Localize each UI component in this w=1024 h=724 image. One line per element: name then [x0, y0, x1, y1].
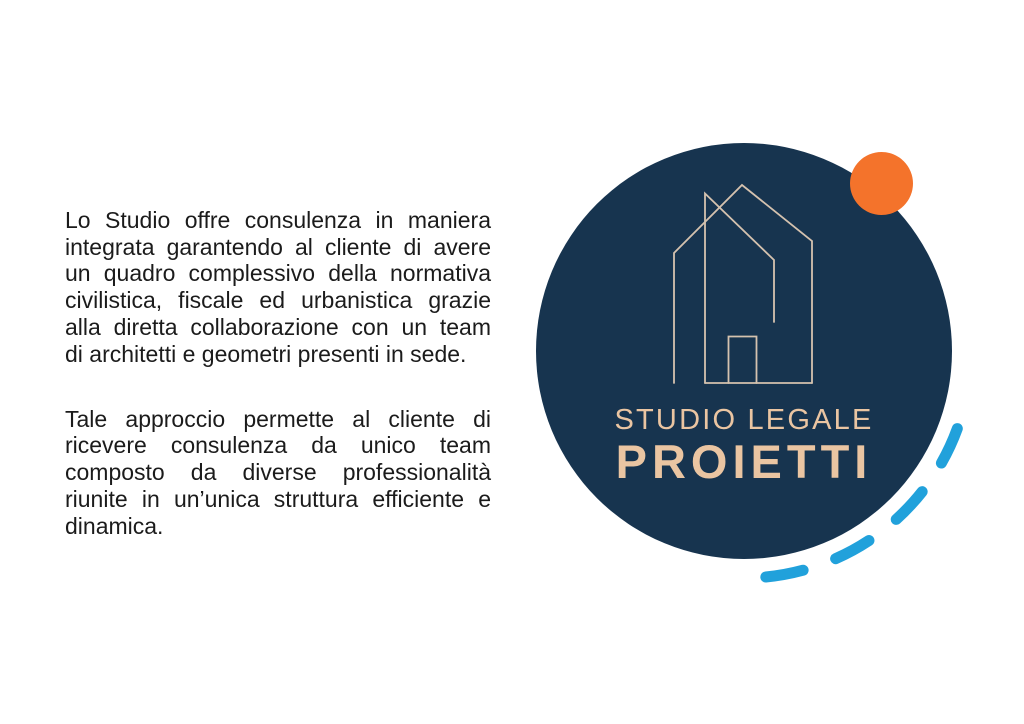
text-line: alla diretta collaborazione con un team	[65, 313, 491, 340]
house-inner-lines	[705, 194, 774, 384]
house-door	[729, 337, 757, 384]
dashed-arc-accent	[735, 405, 980, 600]
dashed-arc-path	[766, 429, 958, 577]
logo-text-studio-legale: STUDIO LEGALE	[614, 404, 874, 436]
logo-text-proietti: PROIETTI	[615, 435, 873, 488]
house-outer-lines	[674, 185, 812, 383]
text-line: composto da diverse professionalità	[65, 459, 491, 486]
text-line: civilistica, fiscale ed urbanistica grazie	[65, 287, 491, 314]
text-line: di architetti e geometri presenti in sede.	[65, 340, 467, 367]
text-line: un quadro complessivo della normativa	[65, 260, 491, 287]
text-line: dinamica.	[65, 512, 164, 539]
text-line: riunite in un’unica struttura efficiente e	[65, 485, 491, 512]
text-line: integrata garantendo al cliente di avere	[65, 233, 491, 260]
text-line: Lo Studio offre consulenza in maniera	[65, 207, 491, 233]
text-line: ricevere consulenza da unico team	[65, 432, 491, 459]
text-line: Tale approccio permette al cliente di	[65, 405, 491, 432]
orange-dot-accent	[850, 152, 913, 215]
house-outline-icon	[660, 170, 830, 395]
